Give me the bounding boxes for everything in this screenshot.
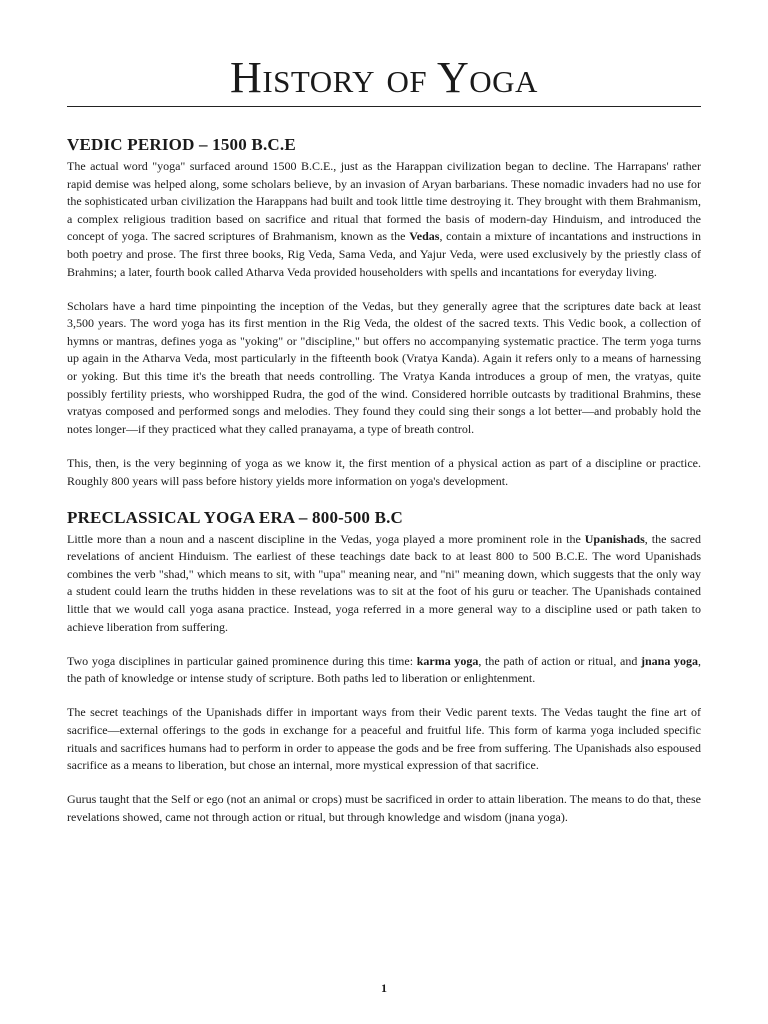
paragraph: The actual word "yoga" surfaced around 1500 B.C.E., just as the Harappan civilization began to decline. The Harrapans' rather rapid demise was helped along, some scholars believe, by an invasion of Aryan barbarians. These nomadic invaders had no use for the sophisticated urban civilization the Harappans had built and took little time destroying it. They brought with them Brahmanism, a complex religious tradition based on sacrifice and ritual that formed the basis of modern-day Hinduism, and introduced the concept of yoga. The sacred scriptures of Brahmanism, known as the Vedas, contain a mixture of incantations and instructions in both poetry and prose. The first three books, Rig Veda, Sama Veda, and Yajur Veda, were used exclusively by the priestly class of Brahmins; a later, fourth book called Atharva Veda provided householders with spells and incantations for everyday living. — [67, 159, 702, 279]
term-vedas: Vedas — [409, 229, 440, 244]
term-jnana-yoga: jnana yoga — [641, 653, 699, 668]
document-body — [67, 134, 701, 826]
paragraph: This, then, is the very beginning of yoga as we know it, the first mention of a physical action as part of a discipline or practice. Roughly 800 years will pass before history yields more information on yoga's development. — [67, 455, 701, 488]
page-title: History of Yoga — [230, 53, 538, 102]
paragraph: Gurus taught that the Self or ego (not an animal or crops) must be sacrificed in order to attain liberation. The means to do that, these revelations showed, came not through action or ritual, but through knowledge and wisdom (jnana yoga). — [67, 792, 701, 824]
paragraph: Two yoga disciplines in particular gained prominence during this time: karma yoga, the path of action or ritual, and jnana yoga, the path of knowledge or intense study of scripture. Both paths led to liberation or enlightenment. — [67, 653, 702, 686]
section-heading-preclassical: PRECLASSICAL YOGA ERA – 800-500 B.C — [67, 507, 404, 527]
paragraph: The secret teachings of the Upanishads differ in important ways from their Vedic parent texts. The Vedas taught the fine art of sacrifice—external offerings to the gods in exchange for a peaceful and fruitful life. This form of karma yoga included specific rituals and sacrifices humans had to perform in order to appease the gods and be free from suffering. The Upanishads also espoused sacrifice as a means to liberation, but chose an internal, more mystical expression of that sacrifice. — [67, 705, 701, 773]
title-divider — [67, 106, 701, 107]
paragraph: Scholars have a hard time pinpointing the inception of the Vedas, but they generally agree that the scriptures date back at least 3,500 years. The word yoga has its first mention in the Rig Veda, the oldest of the sacred texts. This Vedic book, a collection of hymns or mantras, defines yoga as "yoking" or "discipline," but offers no accompanying systematic practice. The term yoga turns up again in the Atharva Veda, most particularly in the fifteenth book (Vratya Kanda). Again it refers only to a means of harnessing or yoking. But this time it's the breath that needs controlling. The Vratya Kanda introduces a group of men, the vratyas, quite possibly fertility priests, who worshipped Rudra, the god of the wind. Considered horrible outcasts by traditional Brahmins, these vratyas composed and performed songs and melodies. They found they could sing their songs a lot better—and probably hold the notes longer—if they practiced what they called pranayama, a type of breath control. — [67, 298, 701, 436]
document-page — [67, 0, 701, 1024]
term-karma-yoga: karma yoga — [416, 653, 479, 668]
paragraph: Little more than a noun and a nascent discipline in the Vedas, yoga played a more prominent role in the Upanishads, the sacred revelations of ancient Hinduism. The earliest of these teachings date back to at least 800 to 500 B.C.E. The word Upanishads combines the verb "shad," which means to sit, with "upa" meaning near, and "ni" meaning down, which suggests that the only way a student could learn the truths hidden in these revelations was to sit at the foot of his guru or teacher. The Upanishads contained little that we would call yoga asana practice. Instead, yoga referred in a more general way to a discipline used or path taken to achieve liberation from suffering. — [67, 531, 701, 634]
term-upanishads: Upanishads — [584, 531, 645, 546]
section-heading-vedic: VEDIC PERIOD – 1500 B.C.E — [67, 135, 296, 154]
page-number: 1 — [381, 981, 387, 995]
